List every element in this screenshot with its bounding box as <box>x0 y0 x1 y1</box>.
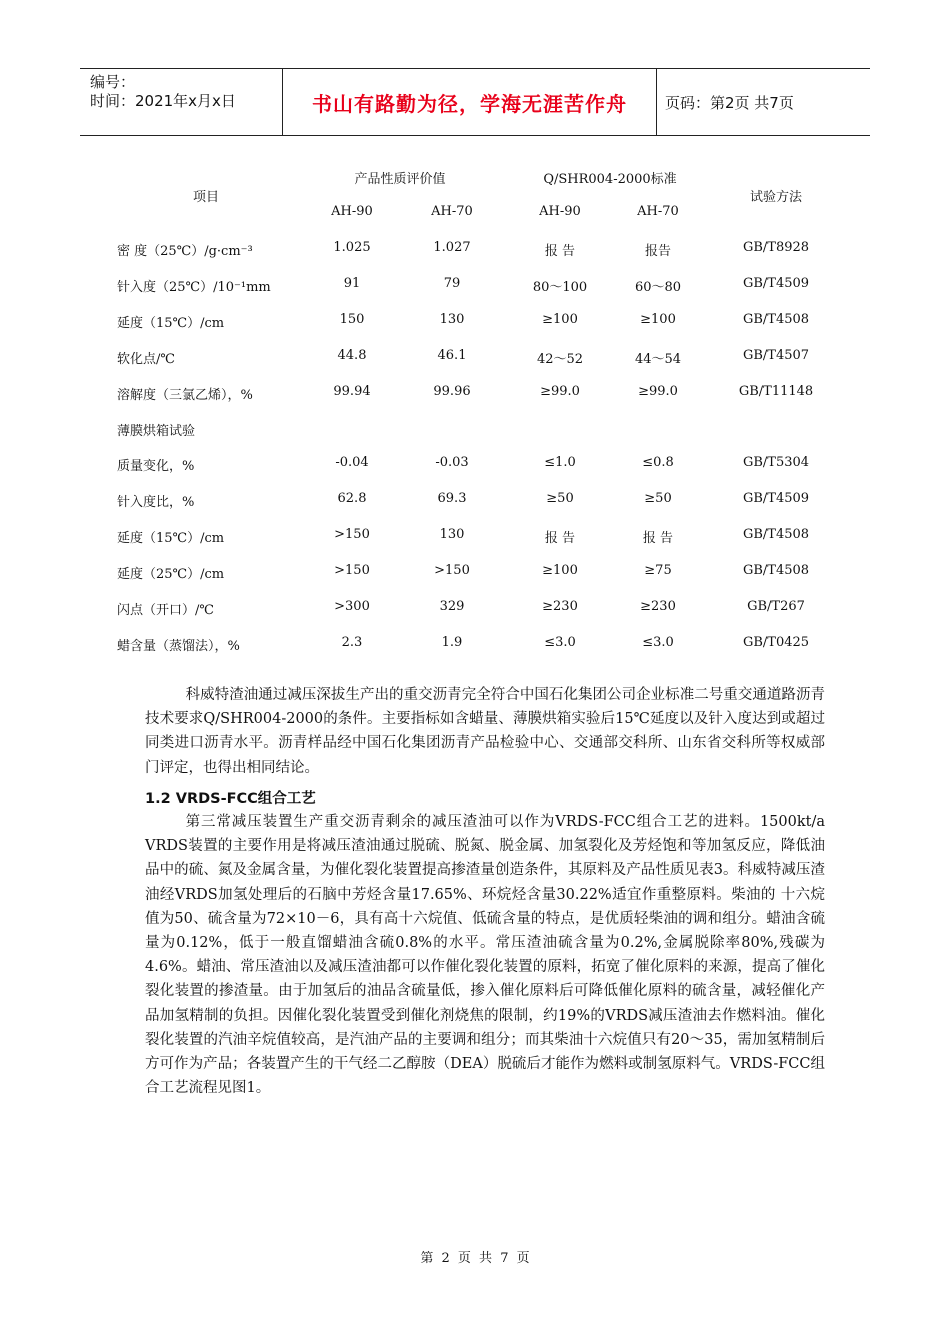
table-subheader: AH-90 <box>539 204 581 219</box>
table-col-method: 试验方法 <box>749 190 802 205</box>
header-info <box>80 69 283 135</box>
table-cell-value: 329 <box>439 599 465 614</box>
table-cell-standard: 80～100 <box>532 279 588 295</box>
header-motto-box <box>283 69 657 135</box>
table-cell-label: 溶解度（三氯乙烯），% <box>117 387 253 403</box>
table-subheader: AH-70 <box>431 204 473 219</box>
table-cell-standard: ≤0.8 <box>642 455 674 471</box>
table-cell-standard: ≥230 <box>640 599 676 614</box>
table-cell-value: 99.94 <box>333 383 371 399</box>
table-cell-standard: ≤3.0 <box>642 634 674 650</box>
table-cell-method: GB/T0425 <box>742 634 810 650</box>
table-cell-standard: ≥100 <box>640 311 676 327</box>
table-group-standard: Q/SHR004-2000标准 <box>543 172 677 187</box>
table-cell-standard: ≥100 <box>542 311 578 327</box>
table-cell-method: GB/T4509 <box>742 491 810 507</box>
table-cell-label: 延度（15℃）/cm <box>117 315 225 331</box>
paragraph-1: 科威特渣油通过减压深拔生产出的重交沥青完全符合中国石化集团公司企业标准二号重交通道路沥青技术要求Q/SHR004-2000的条件。主要指标如含蜡量、薄膜烘箱实验后15℃延度以及针入度达到或超过同类进口沥青水平。沥青样品经中国石化集团沥青产品检验中心、交通部交科所、山东省交科所等权威部门评定，也得出相同结论。 <box>145 687 825 776</box>
table-cell-label: 针入度（25℃）/10⁻¹mm <box>117 279 271 295</box>
table-cell-value: -0.03 <box>435 455 469 471</box>
table-cell-value: 91 <box>343 275 361 291</box>
table-cell-label: 薄膜烘箱试验 <box>117 423 196 439</box>
document-time-label: 时间：2021年x月x日 <box>90 92 236 110</box>
table-cell-value: 1.9 <box>441 634 463 650</box>
table-cell-standard: ≥100 <box>542 563 578 579</box>
table-cell-value: >150 <box>334 563 370 579</box>
table-cell-method: GB/T4507 <box>742 347 810 363</box>
table-cell-label: 闪点（开口）/℃ <box>117 603 214 618</box>
table-group-product: 产品性质评价值 <box>354 172 446 187</box>
table-cell-value: 99.96 <box>433 383 471 399</box>
table-cell-standard: ≥230 <box>542 599 578 614</box>
table-cell-standard: 42～52 <box>536 351 584 367</box>
table-cell-value: 62.8 <box>337 491 367 507</box>
table-cell-value: 2.3 <box>341 634 363 650</box>
table-cell-value: -0.04 <box>335 455 369 471</box>
table-cell-standard: 报 告 <box>544 244 576 259</box>
table-cell-label: 软化点/℃ <box>117 351 175 367</box>
table-cell-standard: ≤3.0 <box>544 634 576 650</box>
table-cell-standard: 报告 <box>644 244 671 259</box>
page-header <box>80 68 870 136</box>
table-cell-value: >150 <box>334 527 370 543</box>
table-cell-label: 延度（25℃）/cm <box>117 567 225 583</box>
document-number-label: 编号： <box>90 73 136 91</box>
table-cell-method: GB/T5304 <box>742 455 810 471</box>
table-cell-label: 蜡含量（蒸馏法），% <box>117 638 240 654</box>
table-cell-standard: 报 告 <box>544 531 576 547</box>
table-cell-label: 密 度（25℃）/g·cm⁻³ <box>117 244 253 259</box>
table-cell-standard: ≤1.0 <box>544 455 576 471</box>
table-cell-value: 1.027 <box>433 240 471 255</box>
table-cell-value: 130 <box>439 311 465 327</box>
page-footer: 第 2 页 共 7 页 <box>420 1251 530 1266</box>
header-motto: 书山有路勤为径，学海无涯苦作舟 <box>312 91 627 116</box>
table-col-item: 项目 <box>193 190 220 205</box>
table-cell-method: GB/T267 <box>747 599 805 614</box>
table-cell-value: 46.1 <box>437 347 467 363</box>
table-cell-method: GB/T11148 <box>738 383 814 399</box>
table-cell-value: 44.8 <box>337 347 367 363</box>
table-subheader: AH-70 <box>637 204 679 219</box>
table-cell-label: 针入度比，% <box>117 495 195 511</box>
table-cell-label: 延度（15℃）/cm <box>117 531 225 547</box>
table-cell-standard: ≥75 <box>644 563 672 579</box>
section-title: 1.2 VRDS-FCC组合工艺 <box>145 791 316 807</box>
table-cell-method: GB/T8928 <box>742 240 810 255</box>
table-cell-standard: 44～54 <box>634 351 682 367</box>
table-cell-value: >150 <box>434 563 470 579</box>
table-cell-method: GB/T4508 <box>742 527 810 543</box>
table-cell-method: GB/T4508 <box>742 563 810 579</box>
table-cell-value: 69.3 <box>437 491 467 507</box>
table-cell-method: GB/T4508 <box>742 311 810 327</box>
table-cell-standard: 60～80 <box>634 279 682 295</box>
table-cell-standard: ≥99.0 <box>638 383 678 399</box>
table-cell-standard: ≥99.0 <box>540 383 580 399</box>
table-subheader: AH-90 <box>331 204 373 219</box>
table-cell-value: >300 <box>334 599 370 614</box>
table-cell-method: GB/T4509 <box>742 275 810 291</box>
table-cell-value: 1.025 <box>333 240 371 255</box>
table-cell-value: 150 <box>339 311 365 327</box>
header-page-label: 页码：第2页 共7页 <box>665 93 794 112</box>
paragraph-2: 第三常减压装置生产重交沥青剩余的减压渣油可以作为VRDS-FCC组合工艺的进料。1500kt/a VRDS装置的主要作用是将减压渣油通过脱硫、脱氮、脱金属、加氢裂化及芳烃饱和等加氢反应，降低油品中的硫、氮及金属含量，为催化裂化装置提高掺渣量创造条件，其原料及产品性质见表3。科威特减压渣油经VRDS加氢处理后的石脑中芳烃含量17.65%、环烷烃含量30.22%适宜作重整原料。柴油的 十六烷值为50、硫含量为72×10－6，具有高十六烷值、低硫含量的特点，是优质轻柴油的调和组分。蜡油含硫量为0.12%，低于一般直馏蜡油含硫0.8%的水平。常压渣油硫含量为0.2%,金属脱除率80%,残碳为4.6%。蜡油、常压渣油以及减压渣油都可以作催化裂化装置的原料，拓宽了催化原料的来源，提高了催化裂化装置的掺渣量。由于加氢后的油品含硫量低，掺入催化原料后可降低催化原料的硫含量，减轻催化产品加氢精制的负担。因催化裂化装置受到催化剂烧焦的限制，约19%的VRDS减压渣油去作燃料油。催化裂化装置的汽油辛烷值较高，是汽油产品的主要调和组分；而其柴油十六烷值只有20～35，需加氢精制后方可作为产品；各装置产生的干气经二乙醇胺（DEA）脱硫后才能作为燃料或制氢原料气。VRDS-FCC组合工艺流程见图1。 <box>145 814 825 1097</box>
table-cell-value: 130 <box>439 527 465 543</box>
table-cell-value: 79 <box>443 275 461 291</box>
table-cell-standard: ≥50 <box>644 491 672 507</box>
header-page-box <box>657 69 870 135</box>
table-cell-label: 质量变化，% <box>117 459 195 475</box>
table-cell-standard: ≥50 <box>546 491 574 507</box>
table-cell-standard: 报 告 <box>642 531 674 547</box>
